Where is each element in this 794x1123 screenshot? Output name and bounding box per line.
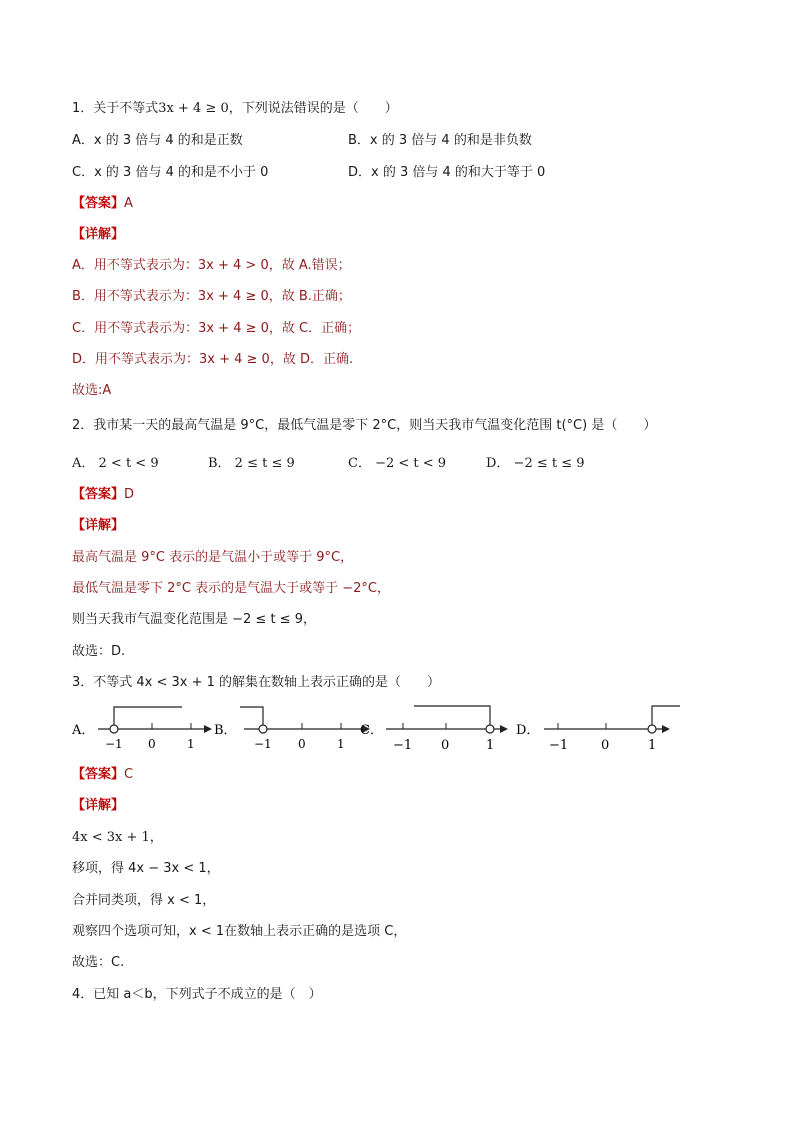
tick-label-1: 1 — [486, 738, 495, 752]
q3-number-line-a — [98, 707, 212, 751]
solution-bracket — [114, 707, 182, 725]
q2-detail-1: 最高气温是 9°C 表示的是气温小于或等于 9°C， — [72, 550, 354, 565]
q1-stem-math: 3x + 4 ≥ 0 — [158, 101, 229, 116]
q2-option-c: C． −2 < t < 9 — [348, 456, 447, 471]
tick-label-0: 0 — [148, 737, 156, 751]
q2-option-a: A． 2 < t < 9 — [72, 456, 159, 471]
q1-detail-d: D．用不等式表示为：3x + 4 ≥ 0，故 D．正确. — [72, 352, 354, 367]
tick-label-0: 0 — [601, 738, 610, 752]
solution-bracket — [652, 706, 680, 725]
tick-label-neg1: −1 — [393, 738, 413, 752]
q1-answer-value: A — [124, 196, 133, 211]
q3-conclusion: 故选：C. — [72, 955, 125, 970]
tick-label-neg1: −1 — [549, 738, 569, 752]
q1-option-c: C．x 的 3 倍与 4 的和是不小于 0 — [72, 165, 269, 180]
tick-label-1: 1 — [337, 737, 345, 751]
q2-detail-2: 最低气温是零下 2°C 表示的是气温大于或等于 −2°C， — [72, 581, 390, 596]
q1-detail-c: C．用不等式表示为：3x + 4 ≥ 0，故 C．正确； — [72, 321, 361, 336]
q2-detail-tag: 【详解】 — [72, 518, 125, 533]
q4-stem: 4．已知 a＜b，下列式子不成立的是（ ） — [72, 987, 322, 1002]
q2-answer-value: D — [124, 487, 135, 502]
q3-option-b-label: B． — [214, 723, 237, 738]
axis-arrow — [500, 725, 508, 733]
tick-label-neg1: −1 — [105, 737, 123, 751]
q3-option-c-label: C． — [360, 723, 383, 738]
q3-detail-3: 合并同类项，得 x < 1， — [72, 893, 216, 908]
answer-tag: 【答案】 — [72, 196, 125, 211]
q3-number-line-d — [544, 706, 680, 752]
q2-answer — [72, 486, 134, 504]
answer-tag: 【答案】 — [72, 767, 125, 782]
q1-conclusion: 故选:A — [72, 383, 112, 398]
q2-stem: 2．我市某一天的最高气温是 9°C，最低气温是零下 2°C，则当天我市气温变化范围 t(°C) 是（ ） — [72, 418, 657, 433]
q3-options-row — [72, 702, 712, 752]
open-endpoint — [648, 725, 656, 733]
q1-option-a: A．x 的 3 倍与 4 的和是正数 — [72, 133, 243, 148]
q3-stem: 3．不等式 4x < 3x + 1 的解集在数轴上表示正确的是（ ） — [72, 675, 441, 690]
q1-detail-a: A．用不等式表示为：3x + 4 > 0，故 A.错误； — [72, 258, 351, 273]
q1-option-d: D．x 的 3 倍与 4 的和大于等于 0 — [348, 165, 546, 180]
q1-stem-prefix: 1．关于不等式 — [72, 101, 159, 116]
q1-detail-b: B．用不等式表示为：3x + 4 ≥ 0，故 B.正确； — [72, 289, 351, 304]
q2-conclusion: 故选：D. — [72, 644, 126, 659]
open-endpoint — [110, 725, 118, 733]
axis-arrow — [204, 725, 212, 733]
q2-option-b: B． 2 ≤ t ≤ 9 — [208, 456, 295, 471]
q3-detail-tag: 【详解】 — [72, 798, 125, 813]
q3-option-d-label: D． — [516, 723, 540, 738]
tick-label-0: 0 — [441, 738, 450, 752]
q3-detail-2: 移项，得 4x − 3x < 1， — [72, 861, 220, 876]
solution-bracket — [414, 706, 490, 725]
q3-answer — [72, 766, 133, 784]
q3-number-lines — [72, 702, 712, 752]
tick-label-0: 0 — [298, 737, 306, 751]
q1-detail-tag: 【详解】 — [72, 227, 125, 242]
q1-stem-suffix: ，下列说法错误的是（ ） — [228, 101, 398, 116]
q1-option-b: B．x 的 3 倍与 4 的和是非负数 — [348, 133, 532, 148]
q2-option-d: D． −2 ≤ t ≤ 9 — [486, 456, 585, 471]
axis-arrow — [662, 725, 670, 733]
q3-option-a-label: A． — [72, 723, 95, 738]
answer-tag: 【答案】 — [72, 487, 125, 502]
tick-label-1: 1 — [187, 737, 195, 751]
q3-number-line-c — [386, 706, 508, 752]
q3-detail-1: 4x < 3x + 1， — [72, 830, 163, 845]
q3-number-line-b — [240, 707, 370, 751]
tick-label-neg1: −1 — [254, 737, 272, 751]
open-endpoint — [486, 725, 494, 733]
tick-label-1: 1 — [648, 738, 657, 752]
q1-answer — [72, 195, 133, 213]
solution-bracket — [240, 707, 263, 725]
open-endpoint — [259, 725, 267, 733]
q1-stem — [72, 100, 398, 118]
q3-answer-value: C — [124, 767, 134, 782]
q3-detail-4: 观察四个选项可知，x < 1在数轴上表示正确的是选项 C， — [72, 924, 407, 939]
q2-detail-3: 则当天我市气温变化范围是 −2 ≤ t ≤ 9， — [72, 612, 316, 627]
